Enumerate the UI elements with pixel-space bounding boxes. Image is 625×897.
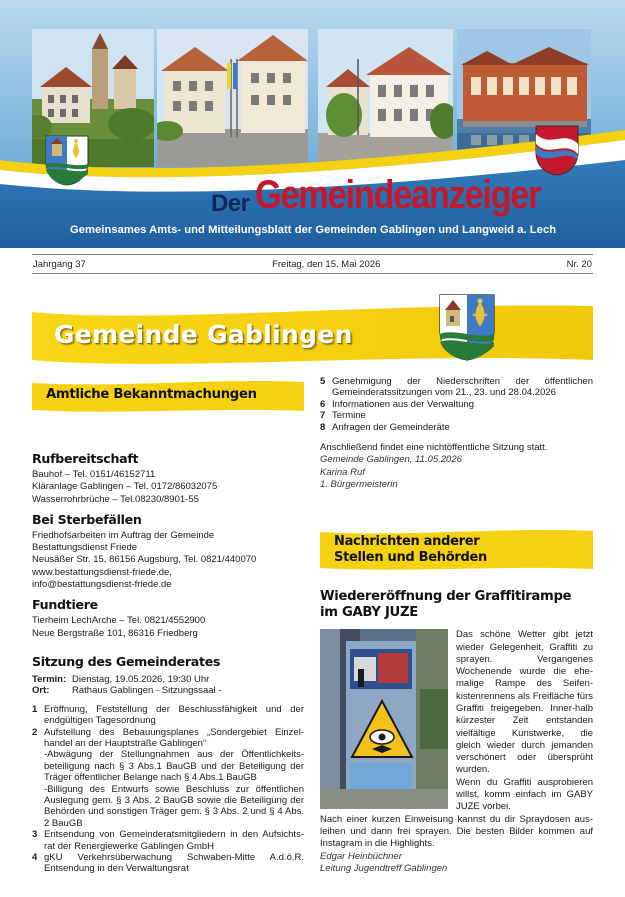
agenda-item xyxy=(32,704,304,727)
signature-line: 1. Bürgermeisterin xyxy=(320,478,398,490)
agenda-item-number: 8 xyxy=(320,421,326,433)
issue-number: Nr. 20 xyxy=(566,258,592,270)
masthead xyxy=(0,0,625,248)
agenda-item-number: 4 xyxy=(32,852,38,864)
rufbereitschaft-line: Wasserrohrbrüche – Tel.08230/8901-55 xyxy=(32,493,199,505)
heading-rufbereitschaft: Rufbereitschaft xyxy=(32,451,139,466)
sterbefaelle-line: Neusäßer Str. 15, 86156 Augsburg, Tel. 0821/440070 xyxy=(32,554,257,566)
article-signature-line: Leitung Jugendtreff Gablingen xyxy=(320,862,448,874)
sterbefaelle-line: Bestattungsdienst Friede xyxy=(32,542,138,554)
sitzung-termin-label: Termin: xyxy=(32,673,67,685)
issue-info-bar xyxy=(32,254,593,274)
heading-sitzung: Sitzung des Gemeinderates xyxy=(32,653,221,669)
agenda-item-text: -Billigung des Entwurfs sowie Beschluss zur öffentlichen Auslegung gem. § 3 Abs. 2 BauGB sowie die Beteiligung der Behörden und sonstigen Träger gem. § 3 Abs. 2 und § 4 Abs. 2 BauGB xyxy=(44,783,304,829)
crest-gablingen-icon xyxy=(44,134,90,186)
agenda-item-number: 6 xyxy=(320,398,326,410)
section-label-amtliche-text: Amtliche Bekanntmachungen xyxy=(46,387,257,402)
fundtiere-line: Tierheim LechArche – Tel. 0821/4552900 xyxy=(32,615,206,627)
sterbefaelle-list xyxy=(32,530,304,591)
sterbefaelle-email-link[interactable]: info@bestattungsdienst-friede.de xyxy=(32,579,172,591)
crest-gablingen-large-icon xyxy=(437,292,497,362)
heading-fundtiere: Fundtiere xyxy=(32,597,98,613)
agenda-item xyxy=(32,784,304,830)
fundtiere-list xyxy=(32,615,304,640)
masthead-title-prefix: Der xyxy=(211,190,250,217)
right-column xyxy=(320,376,593,875)
article-headline-line: Wiedereröffnung der Graffitirampe xyxy=(320,589,572,605)
article-headline xyxy=(320,589,593,621)
signature-line: Karina Ruf xyxy=(320,466,365,478)
agenda-item xyxy=(320,399,593,410)
sitzung-termin-value: Dienstag, 19.05.2026, 19:30 Uhr xyxy=(72,673,210,685)
sterbefaelle-line: Friedhofsarbeiten im Auftrag der Gemeinde xyxy=(32,529,215,541)
sterbefaelle-website-link[interactable]: www.bestattungsdienst-friede.de, xyxy=(32,566,172,578)
agenda-item-text: Eröffnung, Feststellung der Beschlussfähigkeit und der endgültigen Tagesordnung xyxy=(44,703,304,727)
photo-graffiti xyxy=(320,629,448,809)
agenda-item-text: -Abwägung der Stellungnahmen aus der Öffentlichkeits-beteiligung nach § 3 Abs.1 BauGB und der Beteiligung der Träger öffentlicher Belange nach § 4 Abs.1 BauGB xyxy=(44,749,304,784)
agenda-item-number: 1 xyxy=(32,703,38,715)
masthead-subtitle: Gemeinsames Amts- und Mitteilungsblatt der Gemeinden Gablingen und Langweid a. Lech xyxy=(70,224,557,236)
section-label-nachrichten-line: Stellen und Behörden xyxy=(334,550,487,566)
agenda-item xyxy=(320,422,593,433)
agenda-item xyxy=(32,727,304,750)
fundtiere-line: Neue Bergstraße 101, 86316 Friedberg xyxy=(32,627,198,639)
section-label-amtliche xyxy=(32,380,304,413)
article-body xyxy=(320,629,593,875)
section-label-nachrichten-line: Nachrichten anderer xyxy=(334,534,480,550)
article-paragraph: Wenn du Graffiti ausprobieren willst, komm einfach im GABY JUZE vorbei. xyxy=(456,776,593,813)
agenda-item-text: Anfragen der Gemeinderäte xyxy=(332,421,450,433)
rufbereitschaft-line: Bauhof – Tel. 0151/46152711 xyxy=(32,469,156,480)
section-label-nachrichten xyxy=(320,529,593,571)
agenda-item-text: Informationen aus der Verwaltung xyxy=(332,398,475,410)
agenda-item-number: 3 xyxy=(32,829,38,841)
agenda-item-number: 2 xyxy=(32,726,38,738)
crest-langweid-icon xyxy=(534,124,580,176)
agenda-item-text: Termine xyxy=(332,410,366,422)
left-column xyxy=(32,380,304,875)
agenda-item-text: Aufstellung des Bebauungsplanes „Sondergebiet Einzel-handel an der Hauptstraße Gablingen“ xyxy=(44,726,304,749)
section-label-nachrichten-text xyxy=(334,534,487,566)
agenda-item-number: 5 xyxy=(320,376,326,387)
agenda-item xyxy=(32,749,304,783)
agenda-item xyxy=(320,410,593,421)
agenda-list-continued xyxy=(320,376,593,433)
banner-title: Gemeinde Gablingen xyxy=(54,320,353,349)
article-signature-line: Edgar Heinbüchner xyxy=(320,850,402,862)
agenda-item-text: Genehmigung der Niederschriften der öffentlichen Gemeinderatssitzungen vom 21., 23. und 28.04.2026 xyxy=(332,376,593,399)
agenda-item-number: 7 xyxy=(320,410,326,422)
masthead-title: Gemeindeanzeiger xyxy=(255,173,541,217)
closing-note: Anschließend findet eine nichtöffentliche Sitzung statt. xyxy=(320,442,548,454)
agenda-list xyxy=(32,704,304,875)
agenda-item-number xyxy=(32,784,44,830)
agenda-item xyxy=(32,829,304,852)
agenda-item-text: gKU Verkehrsüberwachung Schwaben-Mitte A.d.ö.R. Entsendung in den Verwaltungsrat xyxy=(44,852,304,875)
sitzung-meta xyxy=(32,674,304,697)
issue-date: Freitag, den 15. Mai 2026 xyxy=(272,258,381,270)
article-headline-line: im GABY JUZE xyxy=(320,605,418,621)
article-paragraph: Nach einer kurzen Einweisung kannst du dir Spraydosen aus-leihen und dann frei sprayen. Die besten Bilder kommen auf Instagram in die Highlights. xyxy=(320,813,593,850)
issue-volume: Jahrgang 37 xyxy=(33,258,86,270)
sitzung-ort-row xyxy=(32,685,304,696)
sitzung-ort-label: Ort: xyxy=(32,685,50,697)
rufbereitschaft-list xyxy=(32,469,304,506)
rufbereitschaft-line: Kläranlage Gablingen – Tel. 0172/86032075 xyxy=(32,481,218,493)
sitzung-ort-value: Rathaus Gablingen - Sitzungssaal - xyxy=(72,685,222,697)
signature-line: Gemeinde Gablingen, 11.05.2026 xyxy=(320,454,462,466)
agenda-item-number xyxy=(32,749,44,783)
municipality-banner xyxy=(32,302,593,368)
agenda-item-text: Entsendung von Gemeinderatsmitgliedern in den Aufsichts-rat der Renergiewerke Gablingen GmbH xyxy=(44,829,304,852)
agenda-item xyxy=(32,852,304,875)
article-paragraph: Das schöne Wetter gibt jetzt wieder Gelegenheit, Graffiti zu sprayen. Vergangenes Wochenende wurde die ehe-malige Rampe des Seifen-kistenrennens als Freifläche fürs Graffiti freigegeben. Inner-halb kürzester Zeit entstanden vielfältige Kunstwerke, die gleich wieder durch jemanden verschönert oder übersprüht wurden. xyxy=(456,629,593,776)
sitzung-termin-row xyxy=(32,674,304,685)
agenda-item xyxy=(320,376,593,399)
heading-sterbefaelle: Bei Sterbefällen xyxy=(32,511,142,527)
